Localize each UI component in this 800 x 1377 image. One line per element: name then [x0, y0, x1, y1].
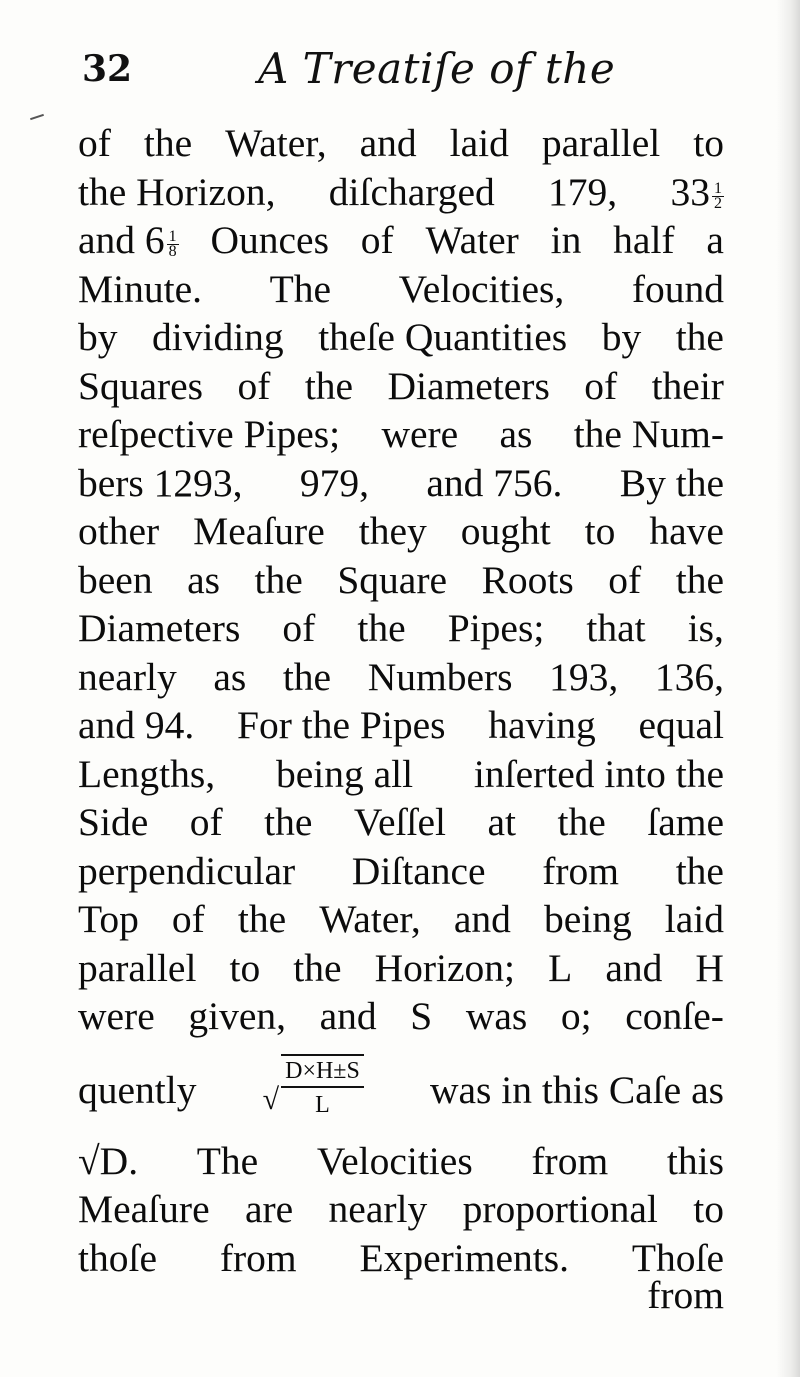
- word: the: [304, 363, 354, 408]
- text-line: [78, 702, 724, 751]
- catchword: from: [647, 1273, 724, 1317]
- radical-sign: √: [262, 1082, 280, 1116]
- word: √D.: [78, 1138, 139, 1183]
- word: of: [360, 218, 394, 262]
- word: the: [237, 897, 287, 941]
- word: ſame: [647, 800, 724, 844]
- word: Roots: [481, 557, 574, 602]
- word: and 94.: [78, 703, 195, 747]
- word: Water,: [319, 897, 421, 941]
- word: of: [584, 363, 618, 408]
- word: having: [488, 703, 596, 747]
- word: by: [78, 315, 118, 359]
- word: by: [601, 315, 642, 359]
- text-line: [78, 751, 724, 800]
- word: of: [608, 557, 642, 602]
- word: Meaſure: [78, 1187, 210, 1231]
- word: 179,: [548, 169, 618, 214]
- word: the: [293, 945, 342, 990]
- word: as: [213, 654, 247, 699]
- text-line: [78, 363, 724, 412]
- word: and: [453, 897, 511, 941]
- word: Veſſel: [353, 800, 446, 844]
- word: as: [499, 412, 533, 456]
- word: of: [171, 897, 205, 941]
- word: Pipes;: [447, 606, 545, 650]
- word: Top: [78, 897, 139, 941]
- word: were: [381, 412, 459, 456]
- word: are: [244, 1187, 294, 1231]
- word: Thoſe: [631, 1235, 724, 1280]
- word: 136,: [654, 654, 724, 699]
- word: as: [187, 557, 221, 602]
- word: parallel: [78, 945, 197, 990]
- word: conſe-: [625, 994, 724, 1038]
- word: at: [487, 800, 516, 844]
- inline-fraction: [167, 230, 179, 259]
- word: the: [675, 557, 724, 602]
- word: dividing: [152, 315, 284, 359]
- text-line: [78, 848, 724, 897]
- word: to: [693, 121, 724, 165]
- word: Meaſure: [193, 509, 325, 553]
- word: of: [282, 606, 316, 650]
- word: 33 $\frac{1}{2}$: [670, 169, 722, 214]
- radical-body: [281, 1057, 364, 1120]
- word: the: [357, 606, 406, 650]
- word: given,: [188, 994, 286, 1038]
- word: Water: [425, 218, 519, 262]
- word: Square: [337, 557, 448, 602]
- word: the: [254, 557, 303, 602]
- word: and: [359, 121, 417, 165]
- text-lines: [78, 120, 724, 1042]
- word: 979,: [299, 460, 370, 505]
- word: from: [219, 1235, 297, 1280]
- word: in: [550, 218, 582, 262]
- word: and: [319, 994, 377, 1038]
- word: inſerted into the: [473, 751, 724, 796]
- word: the Horizon,: [78, 169, 276, 214]
- formula-lead-word: quently: [78, 1067, 197, 1112]
- word: of: [237, 363, 271, 408]
- word: was: [465, 994, 528, 1038]
- word: Lengths,: [78, 751, 216, 796]
- word: H: [695, 945, 724, 990]
- word: Horizon;: [374, 945, 516, 990]
- word: is,: [687, 606, 724, 650]
- word: Numbers: [367, 654, 513, 699]
- text-line: [78, 1138, 724, 1187]
- word: of: [189, 800, 223, 844]
- word: parallel: [541, 121, 661, 165]
- word: that: [586, 606, 646, 650]
- word: ought: [460, 509, 551, 553]
- word: Water,: [225, 121, 327, 165]
- word: half: [613, 218, 675, 262]
- word: and: [605, 945, 663, 990]
- margin-mark: [30, 114, 44, 120]
- word: the: [143, 121, 193, 165]
- word: o;: [560, 994, 592, 1038]
- word: By the: [619, 460, 724, 505]
- word: to: [584, 509, 616, 553]
- formula-trailing-text: was in this Caſe as: [429, 1067, 724, 1112]
- word: found: [631, 266, 724, 311]
- text-line: [78, 314, 724, 363]
- text-line: [78, 266, 724, 315]
- word: laid: [449, 121, 509, 165]
- fraction-numerator: 1: [713, 179, 722, 197]
- word: from: [542, 848, 620, 893]
- fraction-denominator: 8: [168, 243, 177, 260]
- word: L: [548, 945, 573, 990]
- text-line: [78, 169, 724, 218]
- word: Diameters: [78, 606, 241, 650]
- text-line: [78, 654, 724, 703]
- word: Velocities: [316, 1138, 473, 1183]
- word: The: [196, 1138, 259, 1183]
- text-lines-after-formula: [78, 1138, 724, 1284]
- text-line: [78, 605, 724, 654]
- word: Squares: [78, 363, 204, 408]
- text-line: [78, 945, 724, 994]
- text-line: [78, 557, 724, 606]
- page-header: [82, 44, 722, 100]
- word: theſe Quantities: [318, 315, 568, 359]
- word: to: [229, 945, 261, 990]
- text-line: [78, 460, 724, 509]
- body-text: [78, 120, 724, 1283]
- formula-line: [78, 1042, 724, 1138]
- word: to: [693, 1187, 724, 1231]
- word: Diameters: [387, 363, 550, 408]
- word: they: [358, 509, 427, 553]
- fraction-numerator: 1: [168, 228, 177, 245]
- radical-fraction: [262, 1057, 364, 1120]
- text-line: [78, 799, 724, 848]
- word: diſcharged: [328, 169, 495, 214]
- word: this: [666, 1138, 724, 1183]
- text-line: [78, 411, 724, 460]
- word: have: [649, 509, 724, 553]
- text-line: [78, 1235, 724, 1284]
- word: the: [675, 848, 724, 893]
- text-line: [78, 508, 724, 557]
- word: equal: [638, 703, 724, 747]
- word: and 756.: [426, 460, 563, 505]
- word: and 6 $\frac{1}{8}$: [78, 218, 177, 262]
- word: Side: [78, 800, 149, 844]
- word: perpendicular: [78, 848, 296, 893]
- text-line: [78, 217, 724, 266]
- word: being: [543, 897, 632, 941]
- text-line: [78, 1186, 724, 1235]
- word: 193,: [549, 654, 619, 699]
- word: For the Pipes: [237, 703, 446, 747]
- word: the: [282, 654, 332, 699]
- word: Ounces: [210, 218, 329, 262]
- text-line: [78, 896, 724, 945]
- running-title: A Treatiſe of the: [258, 44, 616, 93]
- word: the Num-: [573, 412, 724, 456]
- word: reſpective Pipes;: [78, 412, 341, 456]
- word: nearly: [78, 654, 177, 699]
- word: their: [651, 363, 724, 408]
- word: the: [675, 315, 724, 359]
- word: other: [78, 509, 160, 553]
- formula-denominator: L: [281, 1086, 364, 1120]
- word: Diſtance: [351, 848, 486, 893]
- word: The: [269, 266, 331, 311]
- page-number: 32: [82, 48, 133, 90]
- word: nearly: [328, 1187, 428, 1231]
- fraction-denominator: 2: [713, 194, 722, 212]
- text-line: [78, 120, 724, 169]
- word: Minute.: [78, 266, 202, 311]
- text-line: [78, 993, 724, 1042]
- word: S: [410, 994, 433, 1038]
- word: bers 1293,: [78, 460, 243, 505]
- word: Experiments.: [359, 1235, 569, 1280]
- word: Velocities,: [398, 266, 565, 311]
- word: been: [78, 557, 153, 602]
- formula-numerator: D×H±S: [281, 1054, 364, 1086]
- word: of: [78, 121, 111, 165]
- inline-fraction: [712, 179, 724, 212]
- word: thoſe: [78, 1235, 157, 1280]
- page-edge-shadow: [776, 0, 800, 1377]
- word: proportional: [462, 1187, 658, 1231]
- word: a: [706, 218, 724, 262]
- word: the: [557, 800, 606, 844]
- word: were: [78, 994, 155, 1038]
- word: laid: [664, 897, 724, 941]
- word: the: [264, 800, 313, 844]
- word: from: [531, 1138, 609, 1183]
- word: being all: [275, 751, 414, 796]
